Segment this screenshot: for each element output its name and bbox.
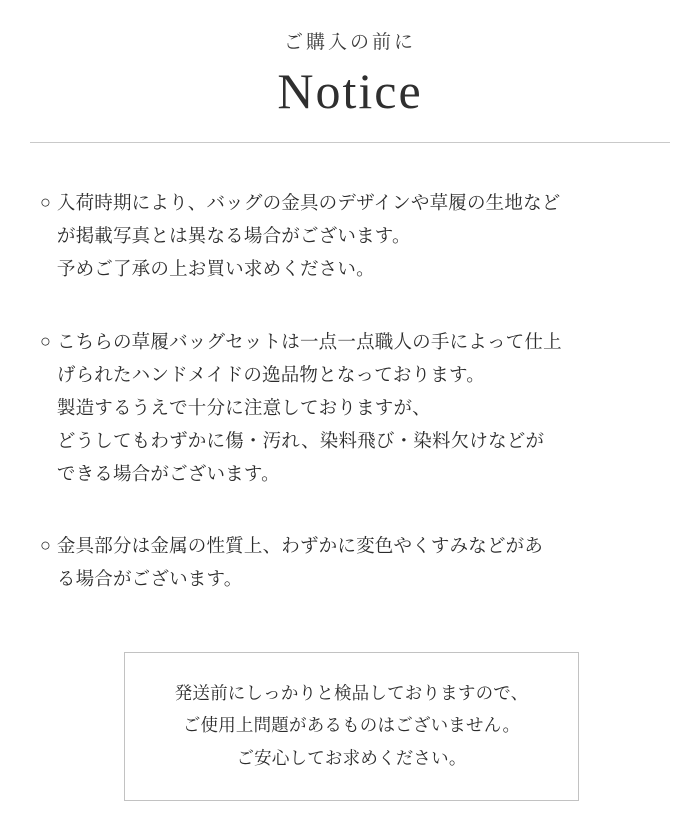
list-item-text [57, 326, 660, 491]
text-line: ご安心してお求めください。 [236, 747, 467, 768]
list-item [40, 326, 660, 491]
bullet-circle-icon: ○ [40, 535, 51, 556]
text-line: できる場合がございます。 [56, 462, 280, 484]
list-item [40, 187, 660, 286]
text-line: が掲載写真とは異なる場合がございます。 [56, 225, 411, 247]
bullet-circle-icon: ○ [40, 330, 51, 351]
text-line: 入荷時期により、バッグの金具のデザインや草履の生地など [56, 192, 561, 214]
page-title: Notice [277, 62, 423, 119]
header-divider [30, 142, 670, 143]
text-line: る場合がございます。 [56, 568, 243, 590]
text-line: 予めご了承の上お買い求めください。 [56, 257, 375, 279]
text-line: こちらの草履バッグセットは一点一点職人の手によって仕上 [56, 330, 562, 352]
text-line: どうしてもわずかに傷・汚れ、染料飛び・染料欠けなどが [56, 429, 545, 451]
text-line: ご使用上問題があるものはございません。 [182, 715, 521, 736]
page-subtitle: ご購入の前に [283, 32, 416, 53]
bullet-circle-icon: ○ [40, 192, 51, 213]
text-line: 発送前にしっかりと検品しておりますので、 [174, 683, 529, 703]
text-line: 製造するうえで十分に注意しておりますが、 [56, 396, 431, 418]
text-line: 金具部分は金属の性質上、わずかに変色やくすみなどがあ [56, 535, 544, 557]
text-line: げられたハンドメイドの逸品物となっております。 [56, 363, 485, 385]
assurance-box [124, 652, 579, 801]
list-item-text [57, 187, 660, 286]
list-item-text [57, 530, 660, 596]
list-item [40, 530, 660, 596]
page-header [0, 0, 700, 143]
notice-list [40, 187, 660, 596]
